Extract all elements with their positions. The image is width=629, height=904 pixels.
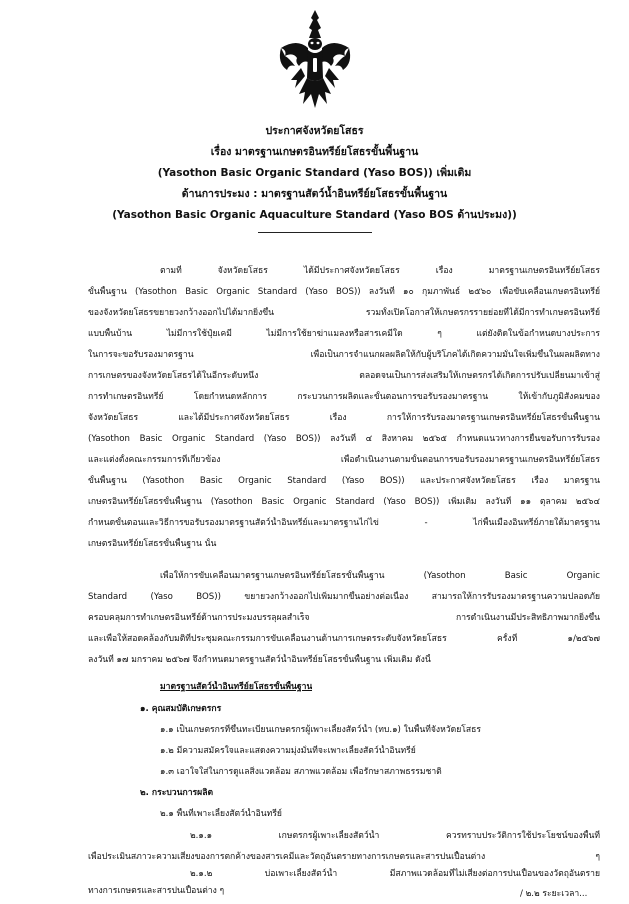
paragraph-1-line: ขั้นพื้นฐาน (Yasothon Basic Organic Standard (Yaso BOS)) ลงวันที่ ๑๐ กุมภาพันธ์ ๒๕๖๐ เพื่อขับเคลื่อนเกษตรอินทรีย์: [88, 287, 600, 297]
paragraph-1-line: แบบพื้นบ้าน ไม่มีการใช้ปุ๋ยเคมี ไม่มีการใช้ยาฆ่าแมลงหรือสารเคมีใด ๆ แต่ยังติดในข้อกำหนดบางประการ: [88, 329, 600, 339]
paragraph-1-line: การเกษตรของจังหวัดยโสธรได้ในอีกระดับหนึ่ง ตลอดจนเป็นการส่งเสริมให้เกษตรกรได้เกิดการปรับเปลี่ยนมาเข้าสู่: [88, 371, 600, 381]
announcement-title: ประกาศจังหวัดยโสธร: [265, 125, 364, 137]
paragraph-1-line: และแต่งตั้งคณะกรรมการที่เกี่ยวข้อง เพื่อดำเนินงานตามขั้นตอนการขอรับรองมาตรฐานเกษตรอินทรีย์ยโสธร: [88, 455, 600, 465]
section-2-1-1-line: ๒.๑.๑ เกษตรกรผู้เพาะเลี้ยงสัตว์น้ำ ควรทราบประวัติการใช้ประโยชน์ของพื้นที่: [190, 831, 600, 841]
paragraph-1-line: เกษตรอินทรีย์ยโสธรขั้นพื้นฐาน (Yasothon Basic Organic Standard (Yaso BOS)) เพิ่มเติม ลงวันที่ ๑๑ ตุลาคม ๒๕๖๔: [88, 497, 600, 507]
section-2-1-2-line: ทางการเกษตรและสารปนเปื้อนต่าง ๆ: [88, 886, 225, 896]
fisheries-subject: ด้านการประมง : มาตรฐานสัตว์น้ำอินทรีย์ยโสธรขั้นพื้นฐาน: [181, 188, 448, 200]
section-1-1: ๑.๑ เป็นเกษตรกรที่ขึ้นทะเบียนเกษตรกรผู้เพาะเลี้ยงสัตว์น้ำ (ทบ.๑) ในพื้นที่จังหวัดยโสธร: [160, 725, 481, 735]
section-title: มาตรฐานสัตว์น้ำอินทรีย์ยโสธรขั้นพื้นฐาน: [160, 682, 313, 692]
paragraph-1-line: จังหวัดยโสธร และได้มีประกาศจังหวัดยโสธร เรื่อง การให้การรับรองมาตรฐานเกษตรอินทรีย์ยโสธรขั้นพื้นฐาน: [88, 413, 600, 423]
paragraph-2-line: ลงวันที่ ๑๗ มกราคม ๒๕๖๗ จึงกำหนดมาตรฐานสัตว์น้ำอินทรีย์ยโสธรขั้นพื้นฐาน เพิ่มเติม ดังนี้: [88, 655, 431, 665]
aquaculture-standard-en: (Yasothon Basic Organic Aquaculture Standard (Yaso BOS ด้านประมง)): [112, 209, 517, 221]
paragraph-1-line: ตามที่ จังหวัดยโสธร ได้มีประกาศจังหวัดยโสธร เรื่อง มาตรฐานเกษตรอินทรีย์ยโสธร: [160, 266, 600, 276]
paragraph-2-line: เพื่อให้การขับเคลื่อนมาตรฐานเกษตรอินทรีย์ยโสธรขั้นพื้นฐาน (Yasothon Basic Organic: [160, 571, 600, 581]
paragraph-2-line: Standard (Yaso BOS)) ขยายวงกว้างออกไปเพิ่มมากขึ้นอย่างต่อเนื่อง สามารถให้การรับรองมาตรฐานความปลอดภัย: [88, 592, 600, 602]
header-divider: [258, 232, 372, 233]
section-2-heading: ๒. กระบวนการผลิต: [140, 788, 214, 798]
paragraph-2-line: ครอบคลุมการทำเกษตรอินทรีย์ด้านการประมงบรรลุผลสำเร็จ การดำเนินงานมีประสิทธิภาพมากยิ่งขึ้น: [88, 613, 600, 623]
paragraph-1-line: ขั้นพื้นฐาน (Yasothon Basic Organic Standard (Yaso BOS)) และประกาศจังหวัดยโสธร เรื่อง มาตรฐาน: [88, 476, 600, 486]
section-1-2: ๑.๒ มีความสมัครใจและแสดงความมุ่งมั่นที่จะเพาะเลี้ยงสัตว์น้ำอินทรีย์: [160, 746, 416, 756]
paragraph-2-line: และเพื่อให้สอดคล้องกับมติที่ประชุมคณะกรรมการขับเคลื่อนงานด้านการเกษตรระดับจังหวัดยโสธร ครั้งที่ ๑/๒๕๖๗: [88, 634, 600, 644]
section-1-heading: ๑. คุณสมบัติเกษตรกร: [140, 704, 222, 714]
paragraph-1-line: เกษตรอินทรีย์ยโสธรขั้นพื้นฐาน นั้น: [88, 539, 217, 549]
paragraph-1-line: กำหนดขั้นตอนและวิธีการขอรับรองมาตรฐานสัตว์น้ำอินทรีย์และมาตรฐานไก่ไข่ - ไก่พื้นเมืองอินทรีย์ภายใต้มาตรฐาน: [88, 518, 600, 528]
paragraph-1-line: การทำเกษตรอินทรีย์ โดยกำหนดหลักการ กระบวนการผลิตและขั้นตอนการขอรับรองมาตรฐาน ให้เข้ากับภูมิสังคมของ: [88, 392, 600, 402]
section-2-1-2-line: ๒.๑.๒ บ่อเพาะเลี้ยงสัตว์น้ำ มีสภาพแวดล้อมที่ไม่เสี่ยงต่อการปนเปื้อนของวัตถุอันตราย: [190, 869, 600, 879]
continued-marker: / ๒.๒ ระยะเวลา...: [520, 889, 588, 899]
paragraph-1-line: (Yasothon Basic Organic Standard (Yaso BOS)) ลงวันที่ ๔ สิงหาคม ๒๕๖๕ กำหนดแนวทางการยื่นขอรับการรับรอง: [88, 434, 600, 444]
paragraph-1-line: ในการจะขอรับรองมาตรฐาน เพื่อเป็นการจำแนกผลผลิตให้กับผู้บริโภคได้เกิดความมั่นใจเพิ่มขึ้นในผลผลิตทาง: [88, 350, 600, 360]
standard-name-en: (Yasothon Basic Organic Standard (Yaso BOS)) เพิ่มเติม: [157, 167, 472, 179]
garuda-emblem-icon: [275, 8, 355, 113]
section-2-1: ๒.๑ พื้นที่เพาะเลี้ยงสัตว์น้ำอินทรีย์: [160, 809, 282, 819]
section-1-3: ๑.๓ เอาใจใส่ในการดูแลสิ่งแวดล้อม สภาพแวดล้อม เพื่อรักษาสภาพธรรมชาติ: [160, 767, 442, 777]
subject-line: เรื่อง มาตรฐานเกษตรอินทรีย์ยโสธรขั้นพื้นฐาน: [210, 146, 419, 158]
paragraph-1-line: ของจังหวัดยโสธรขยายวงกว้างออกไปได้มากยิ่งขึ้น รวมทั้งเปิดโอกาสให้เกษตรกรรายย่อยที่ได้มีการทำเกษตรอินทรีย์: [88, 308, 600, 318]
section-2-1-1-line: เพื่อประเมินสภาวะความเสี่ยงของการตกค้างของสารเคมีและวัตถุอันตรายทางการเกษตรและสารปนเปื้อนต่าง ๆ: [88, 852, 600, 862]
